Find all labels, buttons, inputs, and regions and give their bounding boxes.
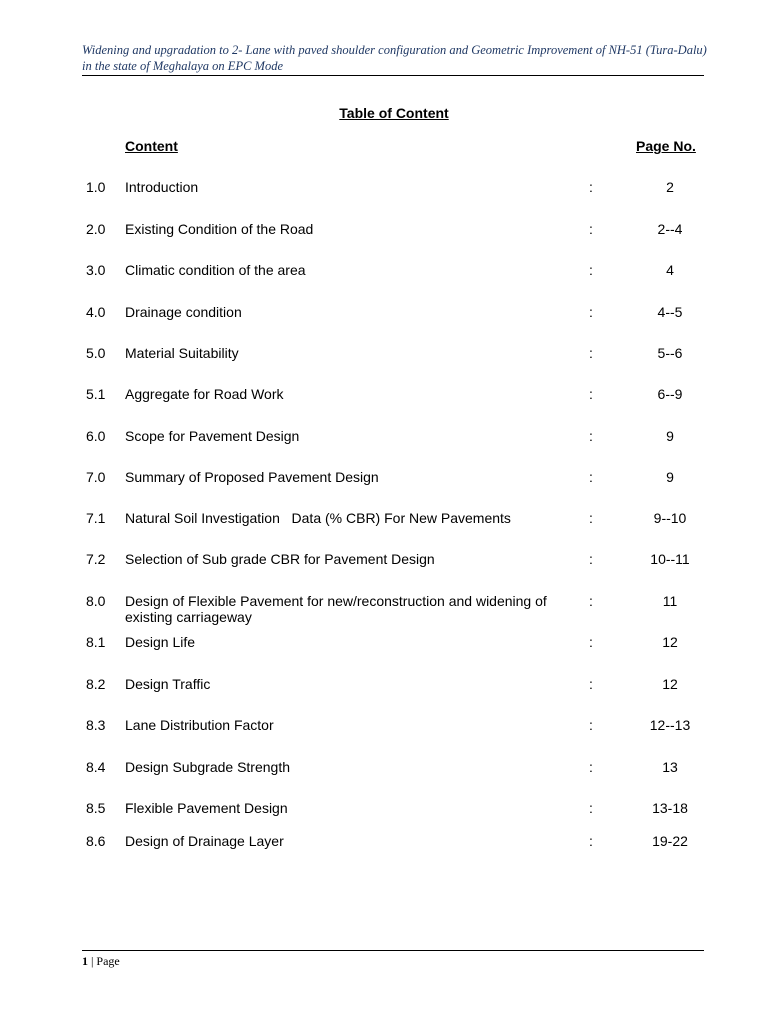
footer-divider xyxy=(82,950,704,951)
toc-entry-number: 8.3 xyxy=(86,717,106,733)
toc-entry-separator: : xyxy=(589,593,593,609)
toc-entry-title: Selection of Sub grade CBR for Pavement Design xyxy=(125,551,435,567)
toc-entry-number: 7.2 xyxy=(86,551,106,567)
toc-entry-title: Summary of Proposed Pavement Design xyxy=(125,469,379,485)
page-column-heading: Page No. xyxy=(636,138,696,154)
toc-entry-page: 12--13 xyxy=(649,717,691,733)
toc-entry-page: 12 xyxy=(662,634,678,650)
toc-entry-page: 2 xyxy=(666,179,674,195)
toc-entry-number: 3.0 xyxy=(86,262,106,278)
toc-entry-number: 8.6 xyxy=(86,833,106,849)
toc-entry-separator: : xyxy=(589,386,593,402)
toc-entry-page: 10--11 xyxy=(650,551,690,567)
toc-entry-title: Design of Drainage Layer xyxy=(125,833,284,849)
toc-entry-number: 8.1 xyxy=(86,634,106,650)
toc-entry-separator: : xyxy=(589,304,593,320)
toc-entry-separator: : xyxy=(589,262,593,278)
toc-entry-page: 4--5 xyxy=(657,304,683,320)
footer-page-number: 1 xyxy=(82,954,88,968)
toc-entry-title: Design of Flexible Pavement for new/reconstruction and widening of existing carriageway xyxy=(125,593,547,625)
toc-entry-number: 2.0 xyxy=(86,221,106,237)
toc-entry-title: Design Subgrade Strength xyxy=(125,759,290,775)
footer-page-label: | Page xyxy=(91,954,120,968)
toc-entry-title: Flexible Pavement Design xyxy=(125,800,288,816)
toc-entry-number: 7.1 xyxy=(86,510,106,526)
toc-entry-separator: : xyxy=(589,345,593,361)
toc-entry-page: 4 xyxy=(666,262,674,278)
toc-entry-title: Design Traffic xyxy=(125,676,211,692)
toc-entry-number: 8.5 xyxy=(86,800,106,816)
toc-entry-page: 13 xyxy=(662,759,678,775)
toc-entry-number: 8.0 xyxy=(86,593,106,609)
document-header: Widening and upgradation to 2- Lane with paved shoulder configuration and Geometric Improvement of NH-51 (Tura-Dalu) in the state of Meghalaya on EPC Mode xyxy=(82,43,707,73)
toc-entry-number: 6.0 xyxy=(86,428,106,444)
toc-entry-page: 13-18 xyxy=(652,800,688,816)
toc-entry-separator: : xyxy=(589,800,593,816)
toc-entry-separator: : xyxy=(589,510,593,526)
toc-title: Table of Content xyxy=(339,105,449,121)
content-column-heading: Content xyxy=(125,138,178,154)
toc-entry-page: 9 xyxy=(666,428,674,444)
toc-entry-number: 5.0 xyxy=(86,345,106,361)
toc-entry-title: Design Life xyxy=(125,634,196,650)
toc-entry-title: Drainage condition xyxy=(125,304,242,320)
toc-entry-number: 8.2 xyxy=(86,676,106,692)
toc-entry-page: 9--10 xyxy=(653,510,687,526)
toc-entry-page: 19-22 xyxy=(652,833,688,849)
toc-entry-title: Climatic condition of the area xyxy=(125,262,306,278)
toc-entry-page: 12 xyxy=(662,676,678,692)
toc-entry-number: 8.4 xyxy=(86,759,106,775)
toc-entry-title: Natural Soil Investigation Data (% CBR) For New Pavements xyxy=(125,510,511,526)
toc-entry-number: 4.0 xyxy=(86,304,106,320)
toc-entry-separator: : xyxy=(589,179,593,195)
toc-entry-title: Introduction xyxy=(125,179,199,195)
toc-entry-number: 5.1 xyxy=(86,386,106,402)
toc-entry-page: 5--6 xyxy=(657,345,683,361)
toc-entry-separator: : xyxy=(589,833,593,849)
toc-entry-number: 1.0 xyxy=(86,179,106,195)
toc-entry-number: 7.0 xyxy=(86,469,106,485)
toc-entry-title: Aggregate for Road Work xyxy=(125,386,284,402)
toc-entry-separator: : xyxy=(589,634,593,650)
toc-entry-page: 11 xyxy=(662,593,678,609)
toc-entry-separator: : xyxy=(589,551,593,567)
toc-entry-title: Lane Distribution Factor xyxy=(125,717,274,733)
toc-entry-separator: : xyxy=(589,469,593,485)
toc-entry-page: 6--9 xyxy=(657,386,683,402)
toc-entry-separator: : xyxy=(589,676,593,692)
toc-entry-separator: : xyxy=(589,221,593,237)
toc-entry-separator: : xyxy=(589,428,593,444)
toc-entry-title: Existing Condition of the Road xyxy=(125,221,314,237)
toc-entry-page: 2--4 xyxy=(657,221,683,237)
header-divider xyxy=(82,75,704,76)
toc-entry-separator: : xyxy=(589,759,593,775)
toc-entry-title: Material Suitability xyxy=(125,345,239,361)
toc-entry-title: Scope for Pavement Design xyxy=(125,428,300,444)
page-footer xyxy=(82,954,120,969)
toc-entry-page: 9 xyxy=(666,469,674,485)
toc-entry-separator: : xyxy=(589,717,593,733)
